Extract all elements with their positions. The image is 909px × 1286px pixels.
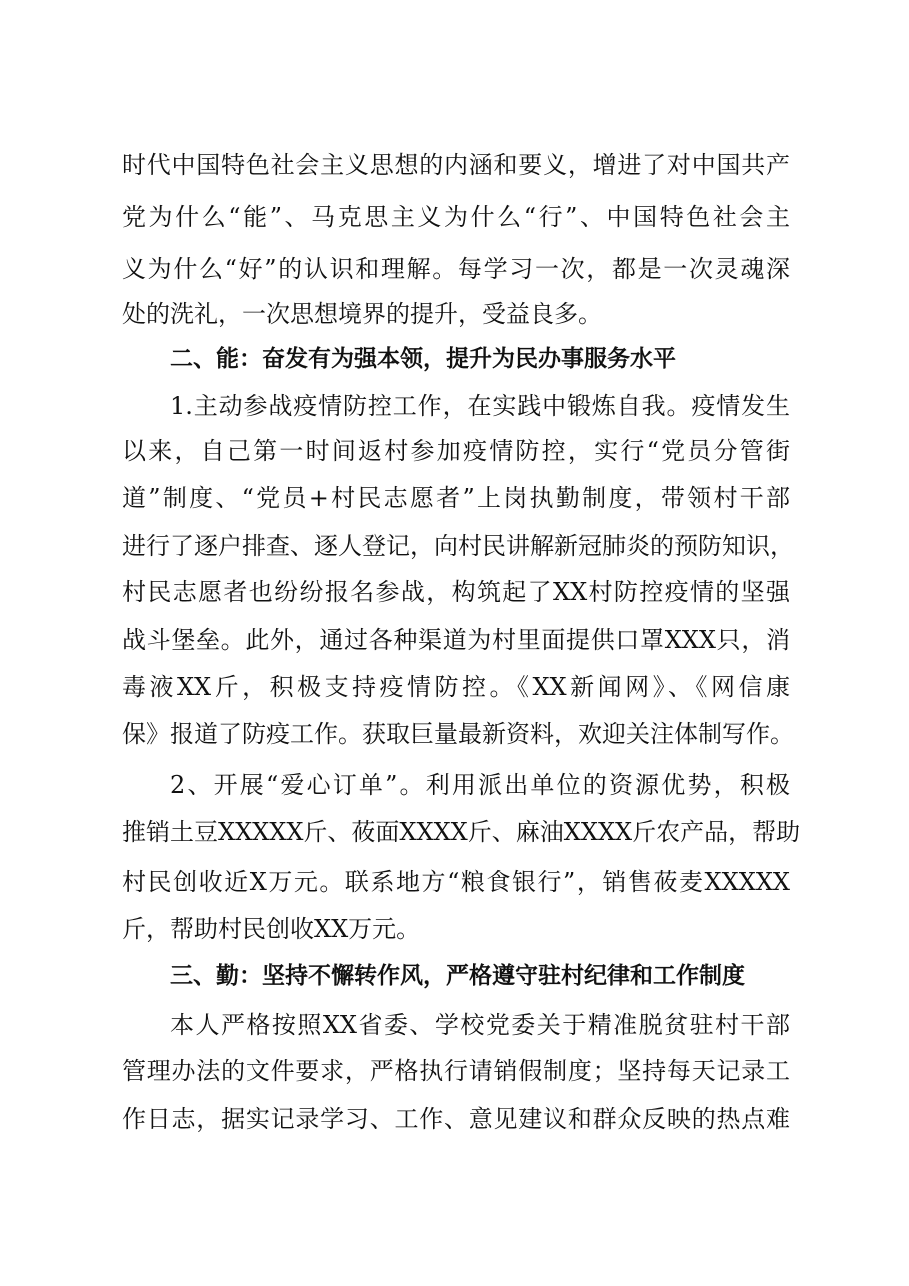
paragraph-line: 战斗堡垒。此外，通过各种渠道为村里面提供口罩XXX只，消 xyxy=(122,626,790,654)
paragraph-line: 作日志，据实记录学习、工作、意见建议和群众反映的热点难 xyxy=(122,1105,790,1133)
paragraph-line: 本人严格按照XX省委、学校党委关于精准脱贫驻村干部 xyxy=(170,1011,790,1039)
section-heading: 二、能：奋发有为强本领，提升为民办事服务水平 xyxy=(170,346,676,372)
paragraph-line: 保》报道了防疫工作。获取巨量最新资料，欢迎关注体制写作。 xyxy=(122,720,794,748)
paragraph-line: 1.主动参战疫情防控工作，在实践中锻炼自我。疫情发生 xyxy=(170,392,790,420)
section-heading: 三、勤：坚持不懈转作风，严格遵守驻村纪律和工作制度 xyxy=(170,963,745,989)
paragraph-line: 2、开展“爱心订单”。利用派出单位的资源优势，积极 xyxy=(170,771,790,799)
paragraph-line: 义为什么“好”的认识和理解。每学习一次，都是一次灵魂深 xyxy=(122,255,790,283)
paragraph-line: 党为什么“能”、马克思主义为什么“行”、中国特色社会主 xyxy=(122,203,790,231)
paragraph-line: 时代中国特色社会主义思想的内涵和要义，增进了对中国共产 xyxy=(122,151,790,179)
paragraph-line: 村民志愿者也纷纷报名参战，构筑起了XX村防控疫情的坚强 xyxy=(122,578,790,606)
paragraph-line: 进行了逐户排查、逐人登记，向村民讲解新冠肺炎的预防知识， xyxy=(122,532,794,560)
paragraph-line: 以来，自己第一时间返村参加疫情防控，实行“党员分管街 xyxy=(122,437,790,465)
paragraph-line: 村民创收近X万元。联系地方“粮食银行”，销售莜麦XXXXX xyxy=(122,868,790,896)
paragraph-line: 推销土豆XXXXX斤、莜面XXXX斤、麻油XXXX斤农产品，帮助 xyxy=(122,818,801,846)
paragraph-line: 管理办法的文件要求，严格执行请销假制度；坚持每天记录工 xyxy=(122,1057,790,1085)
paragraph-line: 斤，帮助村民创收XX万元。 xyxy=(122,915,421,943)
paragraph-line: 道”制度、“党员+村民志愿者”上岗执勤制度，带领村干部 xyxy=(122,484,790,512)
paragraph-line: 处的洗礼，一次思想境界的提升，受益良多。 xyxy=(122,300,602,328)
paragraph-line: 毒液XX斤，积极支持疫情防控。《XX新闻网》、《网信康 xyxy=(122,673,790,701)
